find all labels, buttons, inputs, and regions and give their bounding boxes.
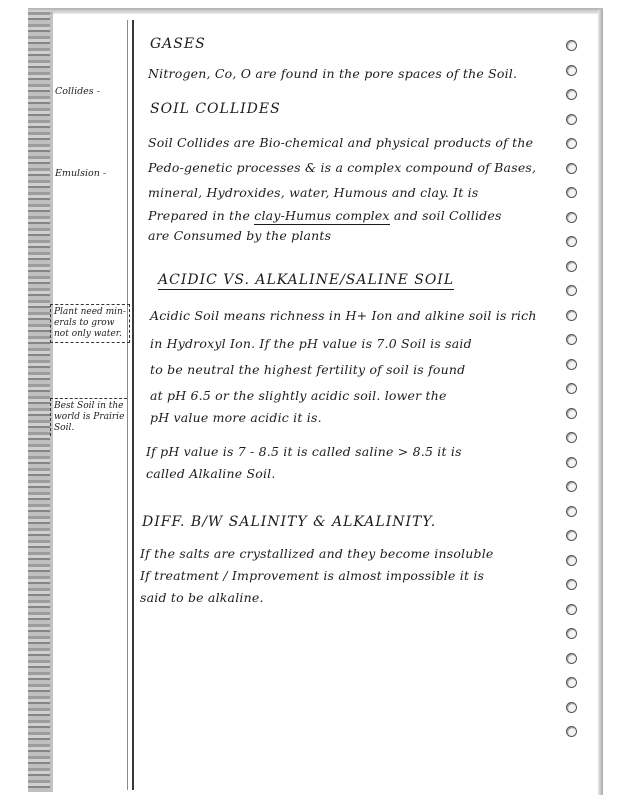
margin-note-best-soil-line: Best Soil in the	[54, 401, 124, 411]
text-line: Nitrogen, Co, O are found in the pore spaces of the Soil.	[148, 66, 518, 81]
binding-hole	[566, 506, 577, 517]
text-line: at pH 6.5 or the slightly acidic soil. lower the	[150, 388, 447, 403]
margin-note-plant-line: not only water.	[54, 329, 122, 339]
binding-hole	[566, 383, 577, 394]
scan-edge-left	[28, 12, 50, 792]
margin-note-best-soil-line: Soil.	[54, 423, 75, 433]
text-line: are Consumed by the plants	[148, 228, 332, 243]
text-line-with-underline	[148, 208, 502, 223]
binding-hole	[566, 726, 577, 737]
margin-note-plant-line: Plant need min-	[54, 307, 126, 317]
binding-hole	[566, 89, 577, 100]
margin-note-emulsion: Emulsion -	[55, 168, 107, 179]
binding-hole	[566, 212, 577, 223]
binding-hole	[566, 163, 577, 174]
binding-hole	[566, 261, 577, 272]
binding-hole	[566, 236, 577, 247]
spiral-binding-holes	[562, 40, 582, 760]
text-line: Soil Collides are Bio-chemical and physical products of the	[148, 135, 534, 150]
text-fragment: Prepared in the	[148, 208, 251, 223]
binding-hole	[566, 579, 577, 590]
heading-acidic-vs-alkaline: ACIDIC VS. ALKALINE/SALINE SOIL	[158, 272, 455, 288]
binding-hole	[566, 359, 577, 370]
text-line: If pH value is 7 - 8.5 it is called saline > 8.5 it is	[146, 444, 462, 459]
text-line: If treatment / Improvement is almost impossible it is	[140, 568, 485, 583]
binding-hole	[566, 555, 577, 566]
text-line: mineral, Hydroxides, water, Humous and clay. It is	[148, 185, 479, 200]
binding-hole	[566, 408, 577, 419]
binding-hole	[566, 65, 577, 76]
binding-hole	[566, 702, 577, 713]
text-line: If the salts are crystallized and they become insoluble	[140, 546, 494, 561]
binding-hole	[566, 187, 577, 198]
binding-hole	[566, 604, 577, 615]
margin-note-best-soil-line: world is Prairie	[54, 412, 125, 422]
text-line: said to be alkaline.	[140, 590, 264, 605]
text-line: pH value more acidic it is.	[150, 410, 322, 425]
binding-hole	[566, 310, 577, 321]
text-fragment: and soil Collides	[393, 208, 502, 223]
margin-note-plant	[50, 304, 130, 343]
binding-hole	[566, 114, 577, 125]
heading-gases: GASES	[150, 36, 206, 52]
binding-hole	[566, 432, 577, 443]
binding-hole	[566, 530, 577, 541]
text-line: Acidic Soil means richness in H+ Ion and alkine soil is rich	[150, 308, 537, 323]
scan-edge-right	[598, 10, 603, 795]
margin-note-best-soil	[50, 398, 127, 436]
text-line: in Hydroxyl Ion. If the pH value is 7.0 Soil is said	[150, 336, 472, 351]
binding-hole	[566, 481, 577, 492]
text-line: Pedo-genetic processes & is a complex compound of Bases,	[148, 160, 537, 175]
binding-hole	[566, 677, 577, 688]
binding-hole	[566, 285, 577, 296]
binding-hole	[566, 40, 577, 51]
binding-hole	[566, 457, 577, 468]
binding-hole	[566, 138, 577, 149]
scan-edge-top	[28, 8, 603, 14]
text-line: to be neutral the highest fertility of soil is found	[150, 362, 466, 377]
margin-note-collides: Collides -	[55, 86, 100, 97]
binding-hole	[566, 334, 577, 345]
heading-diff-salinity-alkalinity: DIFF. B/W SALINITY & ALKALINITY.	[142, 514, 437, 530]
binding-hole	[566, 628, 577, 639]
underlined-term: clay-Humus complex	[254, 208, 390, 223]
heading-soil-collides: SOIL COLLIDES	[150, 101, 281, 117]
margin-note-plant-line: erals to grow	[54, 318, 115, 328]
text-line: called Alkaline Soil.	[146, 466, 276, 481]
margin-rule	[132, 20, 134, 790]
binding-hole	[566, 653, 577, 664]
